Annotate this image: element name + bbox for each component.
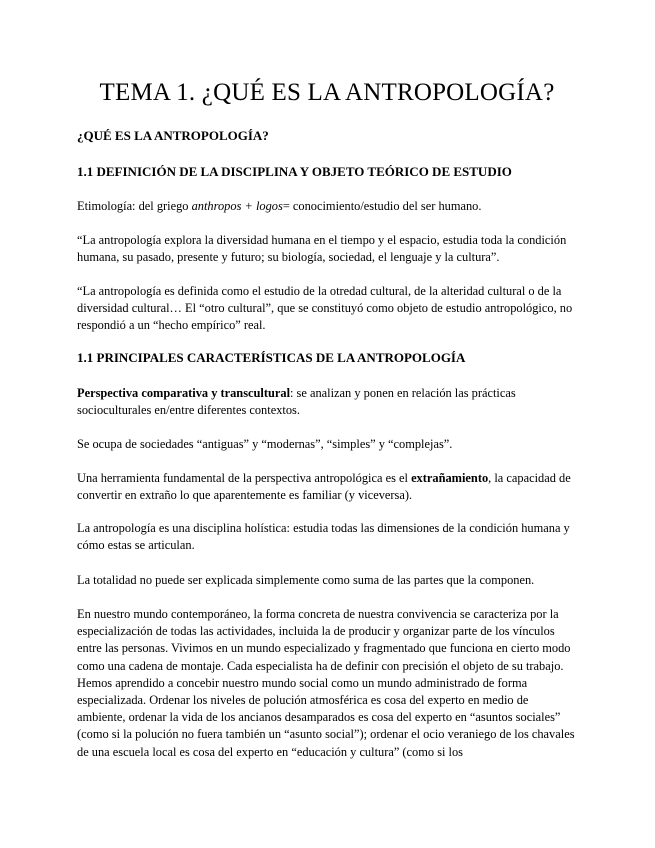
section-heading-que-es: ¿QUÉ ES LA ANTROPOLOGÍA? <box>77 128 269 143</box>
perspectiva-term: Perspectiva comparativa y transcultural <box>77 386 291 400</box>
paragraph-sociedades: Se ocupa de sociedades “antiguas” y “modernas”, “simples” y “complejas”. <box>77 437 453 451</box>
paragraph-totalidad: La totalidad no puede ser explicada simplemente como suma de las partes que la componen. <box>77 573 535 587</box>
paragraph-quote-diversidad: “La antropología explora la diversidad humana en el tiempo y el espacio, estudia toda la condición humana, su pasado, presente y futuro; su biología, sociedad, el lenguaje y la cultura”. <box>77 233 567 265</box>
etimologia-prefix: Etimología: del griego <box>77 199 192 213</box>
paragraph-extranamiento <box>77 470 577 504</box>
extranamiento-term: extrañamiento <box>411 471 489 485</box>
paragraph-mundo-contemporaneo: En nuestro mundo contemporáneo, la forma concreta de nuestra convivencia se caracteriza por la especialización de todas las actividades, incluida la de producir y organizar parte de los vínculos entre las personas. Vivimos en un mundo especializado y fragmentado que funciona en cierto modo como una cadena de montaje. Cada especialista ha de definir con precisión el objeto de su trabajo. Hemos aprendido a concebir nuestro mundo social como un mundo administrado de forma especializada. Ordenar los niveles de polución atmosférica es cosa del experto en medio de ambiente, ordenar la vida de los ancianos desamparados es cosa del experto en “asuntos sociales” (como si la polución no fuera también un “asunto social”); ordenar el ocio veraniego de los chavales de una escuela local es cosa del experto en “educación y cultura” (como si los <box>77 607 575 759</box>
etimologia-greek-terms: anthropos + logos <box>191 199 283 213</box>
etimologia-suffix: = conocimiento/estudio del ser humano. <box>282 199 482 213</box>
paragraph-holistica: La antropología es una disciplina holística: estudia todas las dimensiones de la condición humana y cómo estas se articulan. <box>77 521 570 553</box>
extranamiento-before: Una herramienta fundamental de la perspectiva antropológica es el <box>77 471 412 485</box>
paragraph-perspectiva <box>77 385 577 419</box>
paragraph-quote-otredad: “La antropología es definida como el estudio de la otredad cultural, de la alteridad cultural o de la diversidad cultural… El “otro cultural”, que se constituyó como objeto de estudio antropológico, no respondió a un “hecho empírico” real. <box>77 284 573 333</box>
paragraph-etimologia <box>77 198 577 215</box>
document-title: TEMA 1. ¿QUÉ ES LA ANTROPOLOGÍA? <box>99 79 555 106</box>
extranamiento-after: , la capacidad de convertir en extraño lo que aparentemente es familiar (y viceversa). <box>77 471 571 503</box>
section-heading-definicion: 1.1 DEFINICIÓN DE LA DISCIPLINA Y OBJETO TEÓRICO DE ESTUDIO <box>77 164 512 179</box>
perspectiva-text: : se analizan y ponen en relación las prácticas socioculturales en/entre diferentes contextos. <box>77 386 516 418</box>
section-heading-caracteristicas: 1.1 PRINCIPALES CARACTERÍSTICAS DE LA ANTROPOLOGÍA <box>77 350 466 365</box>
